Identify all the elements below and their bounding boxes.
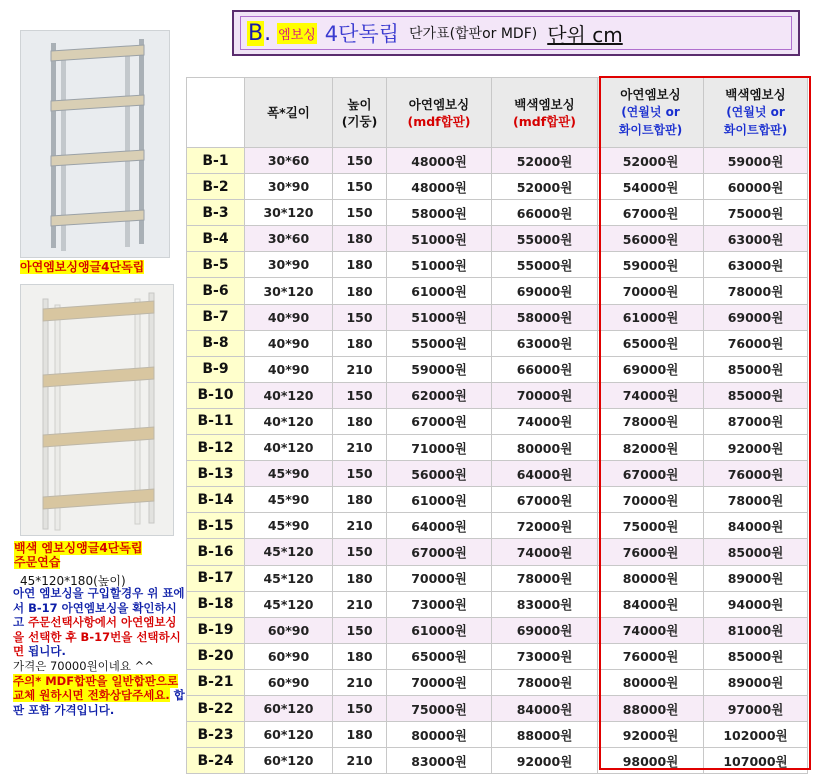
zinc-walnut-price: 76000원 — [598, 539, 704, 565]
size-cell: 45*120 — [245, 539, 333, 565]
white-mdf-price: 63000원 — [492, 330, 598, 356]
zinc-mdf-price: 70000원 — [387, 669, 492, 695]
white-walnut-price: 63000원 — [704, 226, 808, 252]
white-walnut-price: 92000원 — [704, 435, 808, 461]
zinc-walnut-price: 76000원 — [598, 643, 704, 669]
white-walnut-price: 81000원 — [704, 617, 808, 643]
title-type: 4단독립 — [324, 22, 399, 46]
code-cell: B-10 — [187, 382, 245, 408]
table-row — [187, 748, 808, 774]
white-walnut-price: 69000원 — [704, 304, 808, 330]
table-header-row — [187, 78, 808, 148]
height-cell: 180 — [333, 226, 387, 252]
size-cell: 40*120 — [245, 408, 333, 434]
zinc-walnut-price: 92000원 — [598, 722, 704, 748]
code-cell: B-19 — [187, 617, 245, 643]
code-cell: B-13 — [187, 461, 245, 487]
title-inner — [240, 16, 792, 50]
white-walnut-price: 87000원 — [704, 408, 808, 434]
table-row — [187, 539, 808, 565]
white-walnut-price: 85000원 — [704, 539, 808, 565]
white-walnut-price: 94000원 — [704, 591, 808, 617]
height-cell: 150 — [333, 174, 387, 200]
zinc-walnut-price: 70000원 — [598, 278, 704, 304]
zinc-walnut-price: 74000원 — [598, 617, 704, 643]
white-walnut-price: 85000원 — [704, 356, 808, 382]
size-cell: 30*90 — [245, 252, 333, 278]
height-cell: 150 — [333, 148, 387, 174]
size-cell: 60*120 — [245, 748, 333, 774]
white-mdf-price: 55000원 — [492, 226, 598, 252]
size-cell: 60*90 — [245, 643, 333, 669]
white-mdf-price: 80000원 — [492, 435, 598, 461]
size-cell: 30*90 — [245, 174, 333, 200]
zinc-mdf-price: 51000원 — [387, 226, 492, 252]
header-code — [187, 78, 245, 148]
zinc-walnut-price: 82000원 — [598, 435, 704, 461]
zinc-mdf-price: 75000원 — [387, 695, 492, 721]
title-emboss: 엠보싱 — [277, 23, 317, 44]
zinc-walnut-price: 80000원 — [598, 565, 704, 591]
size-cell: 60*90 — [245, 669, 333, 695]
zinc-walnut-price: 75000원 — [598, 513, 704, 539]
table-row — [187, 174, 808, 200]
table-row — [187, 278, 808, 304]
white-mdf-price: 64000원 — [492, 461, 598, 487]
size-cell: 40*90 — [245, 356, 333, 382]
order-note: 아연 엠보싱을 구입할경우 위 표에서 B-17 아연엠보싱을 확인하시고 주문선택사항에서 아연엠보싱을 선택한 후 B-17번을 선택하시면 됩니다. 가격은 70000원이네요 ^^ 주의* MDF합판을 일반합판으로 교체 원하시면 전화상담주세요. 합판 포함 가격입니다. — [13, 586, 185, 717]
zinc-mdf-price: 70000원 — [387, 565, 492, 591]
code-cell: B-24 — [187, 748, 245, 774]
table-row — [187, 643, 808, 669]
size-cell: 45*90 — [245, 513, 333, 539]
code-cell: B-2 — [187, 174, 245, 200]
zinc-mdf-price: 61000원 — [387, 278, 492, 304]
zinc-mdf-price: 51000원 — [387, 252, 492, 278]
size-cell: 40*90 — [245, 304, 333, 330]
white-mdf-price: 74000원 — [492, 408, 598, 434]
title-dot: . — [264, 20, 272, 46]
size-cell: 30*60 — [245, 148, 333, 174]
code-cell: B-5 — [187, 252, 245, 278]
white-walnut-price: 59000원 — [704, 148, 808, 174]
zinc-walnut-price: 98000원 — [598, 748, 704, 774]
zinc-mdf-price: 61000원 — [387, 617, 492, 643]
table-row — [187, 487, 808, 513]
white-rack-drawing — [21, 285, 173, 535]
zinc-mdf-price: 67000원 — [387, 408, 492, 434]
white-mdf-price: 78000원 — [492, 565, 598, 591]
zinc-walnut-price: 74000원 — [598, 382, 704, 408]
zinc-walnut-price: 67000원 — [598, 461, 704, 487]
height-cell: 180 — [333, 565, 387, 591]
table-row — [187, 591, 808, 617]
table-row — [187, 617, 808, 643]
table-row — [187, 565, 808, 591]
white-mdf-price: 58000원 — [492, 304, 598, 330]
zinc-rack-drawing — [21, 31, 169, 257]
table-row — [187, 382, 808, 408]
table-row — [187, 356, 808, 382]
height-cell: 150 — [333, 461, 387, 487]
table-row — [187, 304, 808, 330]
zinc-walnut-price: 69000원 — [598, 356, 704, 382]
size-cell: 60*120 — [245, 695, 333, 721]
white-mdf-price: 72000원 — [492, 513, 598, 539]
height-cell: 210 — [333, 591, 387, 617]
white-walnut-price: 89000원 — [704, 669, 808, 695]
white-walnut-price: 102000원 — [704, 722, 808, 748]
zinc-mdf-price: 71000원 — [387, 435, 492, 461]
white-walnut-price: 97000원 — [704, 695, 808, 721]
zinc-walnut-price: 56000원 — [598, 226, 704, 252]
white-walnut-price: 76000원 — [704, 461, 808, 487]
code-cell: B-21 — [187, 669, 245, 695]
height-cell: 150 — [333, 200, 387, 226]
code-cell: B-3 — [187, 200, 245, 226]
white-mdf-price: 73000원 — [492, 643, 598, 669]
white-mdf-price: 52000원 — [492, 148, 598, 174]
code-cell: B-17 — [187, 565, 245, 591]
table-row — [187, 148, 808, 174]
white-mdf-price: 66000원 — [492, 200, 598, 226]
size-cell: 40*90 — [245, 330, 333, 356]
white-mdf-price: 83000원 — [492, 591, 598, 617]
code-cell: B-1 — [187, 148, 245, 174]
white-mdf-price: 55000원 — [492, 252, 598, 278]
table-row — [187, 695, 808, 721]
height-cell: 180 — [333, 278, 387, 304]
size-example: 45*120*180(높이) — [20, 574, 126, 588]
height-cell: 150 — [333, 382, 387, 408]
zinc-walnut-price: 59000원 — [598, 252, 704, 278]
white-walnut-price: 75000원 — [704, 200, 808, 226]
header-zinc-walnut: 아연엠보싱 (연월넛 or 화이트합판) — [598, 78, 704, 148]
white-mdf-price: 70000원 — [492, 382, 598, 408]
zinc-walnut-price: 80000원 — [598, 669, 704, 695]
height-cell: 150 — [333, 695, 387, 721]
zinc-mdf-price: 48000원 — [387, 148, 492, 174]
code-cell: B-18 — [187, 591, 245, 617]
white-walnut-price: 78000원 — [704, 278, 808, 304]
code-cell: B-7 — [187, 304, 245, 330]
height-cell: 210 — [333, 513, 387, 539]
height-cell: 210 — [333, 669, 387, 695]
title-code: B — [248, 20, 264, 46]
table-row — [187, 513, 808, 539]
size-cell: 60*120 — [245, 722, 333, 748]
table-row — [187, 200, 808, 226]
size-cell: 40*120 — [245, 435, 333, 461]
zinc-mdf-price: 56000원 — [387, 461, 492, 487]
zinc-mdf-price: 83000원 — [387, 748, 492, 774]
table-row — [187, 461, 808, 487]
white-walnut-price: 89000원 — [704, 565, 808, 591]
zinc-walnut-price: 54000원 — [598, 174, 704, 200]
zinc-walnut-price: 78000원 — [598, 408, 704, 434]
white-walnut-price: 84000원 — [704, 513, 808, 539]
title-unit: 단위 cm — [547, 22, 623, 47]
zinc-mdf-price: 58000원 — [387, 200, 492, 226]
white-walnut-price: 63000원 — [704, 252, 808, 278]
header-white-walnut: 백색엠보싱 (연월넛 or 화이트합판) — [704, 78, 808, 148]
white-mdf-price: 69000원 — [492, 278, 598, 304]
code-cell: B-12 — [187, 435, 245, 461]
white-mdf-price: 66000원 — [492, 356, 598, 382]
white-walnut-price: 60000원 — [704, 174, 808, 200]
zinc-mdf-price: 67000원 — [387, 539, 492, 565]
table-row — [187, 330, 808, 356]
code-cell: B-4 — [187, 226, 245, 252]
height-cell: 180 — [333, 487, 387, 513]
code-cell: B-20 — [187, 643, 245, 669]
size-cell: 60*90 — [245, 617, 333, 643]
height-cell: 180 — [333, 408, 387, 434]
white-caption: 백색 엠보싱앵글4단독립 주문연습 — [14, 541, 143, 569]
code-cell: B-9 — [187, 356, 245, 382]
height-cell: 150 — [333, 539, 387, 565]
height-cell: 180 — [333, 643, 387, 669]
code-cell: B-15 — [187, 513, 245, 539]
height-cell: 210 — [333, 748, 387, 774]
header-white-mdf: 백색엠보싱 (mdf합판) — [492, 78, 598, 148]
zinc-walnut-price: 70000원 — [598, 487, 704, 513]
white-mdf-price: 52000원 — [492, 174, 598, 200]
white-mdf-price: 69000원 — [492, 617, 598, 643]
code-cell: B-22 — [187, 695, 245, 721]
code-cell: B-8 — [187, 330, 245, 356]
table-row — [187, 226, 808, 252]
title-price-label: 단가표(합판or MDF) — [409, 26, 538, 42]
code-cell: B-16 — [187, 539, 245, 565]
height-cell: 210 — [333, 356, 387, 382]
zinc-walnut-price: 67000원 — [598, 200, 704, 226]
code-cell: B-14 — [187, 487, 245, 513]
table-row — [187, 435, 808, 461]
white-mdf-price: 74000원 — [492, 539, 598, 565]
size-cell: 45*90 — [245, 487, 333, 513]
table-row — [187, 408, 808, 434]
white-mdf-price: 84000원 — [492, 695, 598, 721]
size-cell: 45*120 — [245, 565, 333, 591]
height-cell: 150 — [333, 617, 387, 643]
table-row — [187, 669, 808, 695]
size-cell: 30*120 — [245, 200, 333, 226]
white-mdf-price: 78000원 — [492, 669, 598, 695]
white-walnut-price: 85000원 — [704, 643, 808, 669]
size-cell: 40*120 — [245, 382, 333, 408]
height-cell: 180 — [333, 722, 387, 748]
code-cell: B-23 — [187, 722, 245, 748]
table-row — [187, 722, 808, 748]
zinc-mdf-price: 48000원 — [387, 174, 492, 200]
white-mdf-price: 67000원 — [492, 487, 598, 513]
white-walnut-price: 76000원 — [704, 330, 808, 356]
zinc-mdf-price: 73000원 — [387, 591, 492, 617]
white-mdf-price: 88000원 — [492, 722, 598, 748]
header-size: 폭*길이 — [245, 78, 333, 148]
code-cell: B-11 — [187, 408, 245, 434]
height-cell: 180 — [333, 252, 387, 278]
white-walnut-price: 85000원 — [704, 382, 808, 408]
height-cell: 150 — [333, 304, 387, 330]
zinc-mdf-price: 80000원 — [387, 722, 492, 748]
zinc-walnut-price: 65000원 — [598, 330, 704, 356]
zinc-rack-photo — [20, 30, 170, 258]
zinc-mdf-price: 62000원 — [387, 382, 492, 408]
white-rack-photo — [20, 284, 174, 536]
size-cell: 45*90 — [245, 461, 333, 487]
code-cell: B-6 — [187, 278, 245, 304]
height-cell: 180 — [333, 330, 387, 356]
size-cell: 30*60 — [245, 226, 333, 252]
zinc-walnut-price: 61000원 — [598, 304, 704, 330]
zinc-mdf-price: 64000원 — [387, 513, 492, 539]
zinc-walnut-price: 88000원 — [598, 695, 704, 721]
price-table-body — [187, 148, 808, 774]
zinc-mdf-price: 65000원 — [387, 643, 492, 669]
size-cell: 30*120 — [245, 278, 333, 304]
zinc-walnut-price: 52000원 — [598, 148, 704, 174]
white-walnut-price: 78000원 — [704, 487, 808, 513]
table-row — [187, 252, 808, 278]
height-cell: 210 — [333, 435, 387, 461]
zinc-caption: 아연엠보싱앵글4단독립 — [20, 260, 145, 274]
white-mdf-price: 92000원 — [492, 748, 598, 774]
zinc-mdf-price: 61000원 — [387, 487, 492, 513]
size-cell: 45*120 — [245, 591, 333, 617]
title-banner — [232, 10, 800, 56]
header-height: 높이 (기둥) — [333, 78, 387, 148]
zinc-walnut-price: 84000원 — [598, 591, 704, 617]
zinc-mdf-price: 51000원 — [387, 304, 492, 330]
price-table — [186, 77, 808, 774]
zinc-mdf-price: 55000원 — [387, 330, 492, 356]
zinc-mdf-price: 59000원 — [387, 356, 492, 382]
white-walnut-price: 107000원 — [704, 748, 808, 774]
header-zinc-mdf: 아연엠보싱 (mdf합판) — [387, 78, 492, 148]
